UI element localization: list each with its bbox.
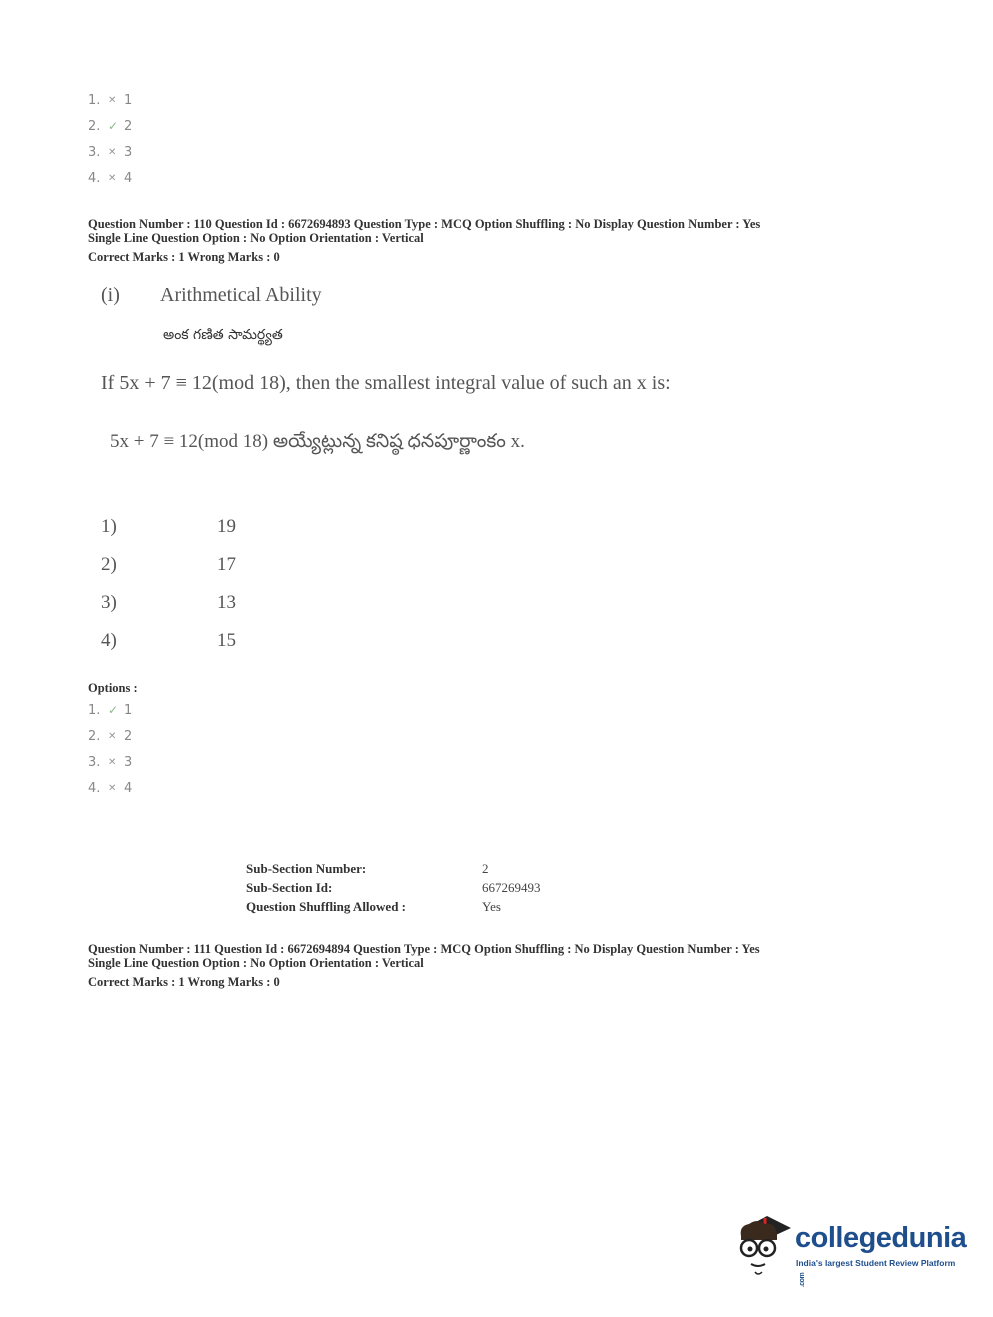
option-item [88, 117, 132, 135]
option-number: 1. [88, 92, 101, 108]
logo-name: collegedunia [795, 1222, 967, 1254]
answer-value: 17 [217, 554, 236, 575]
option-item [88, 753, 132, 771]
options-list [88, 701, 132, 797]
option-label: 2 [124, 118, 133, 134]
answer-value: 19 [217, 516, 236, 537]
option-label: 1 [124, 702, 133, 718]
cross-icon: ✕ [108, 146, 117, 158]
option-number: 4. [88, 170, 101, 186]
answer-value: 15 [217, 630, 236, 651]
answer-index: 1) [101, 516, 117, 537]
meta-line: Question Number : 111 Question Id : 6672694894 Question Type : MCQ Option Shuffling : No Display Question Number : Yes [88, 942, 760, 956]
marks-line: Correct Marks : 1 Wrong Marks : 0 [88, 250, 280, 264]
answer-value: 13 [217, 592, 236, 613]
question-meta [88, 217, 760, 264]
answer-item [101, 584, 236, 622]
logo-suffix: .com [799, 1272, 807, 1288]
topic-title: Arithmetical Ability [160, 284, 322, 306]
question-meta [88, 942, 760, 989]
logo-tagline: India's largest Student Review Platform [796, 1258, 956, 1268]
option-number: 2. [88, 118, 101, 134]
question-text: If 5x + 7 ≡ 12(mod 18), then the smallest integral value of such an x is: [101, 372, 671, 394]
option-number: 3. [88, 144, 101, 160]
marks-line: Correct Marks : 1 Wrong Marks : 0 [88, 975, 280, 989]
option-item [88, 727, 132, 745]
option-label: 1 [124, 92, 133, 108]
topic-index: (i) [101, 284, 120, 306]
subsection-row [246, 880, 541, 899]
options-heading: Options : [88, 681, 138, 695]
option-item [88, 169, 132, 187]
option-label: 3 [124, 754, 133, 770]
meta-line: Question Number : 110 Question Id : 6672694893 Question Type : MCQ Option Shuffling : No Display Question Number : Yes [88, 217, 761, 231]
option-item [88, 701, 132, 719]
cross-icon: ✕ [108, 172, 117, 184]
option-label: 3 [124, 144, 133, 160]
answer-index: 2) [101, 554, 117, 575]
option-number: 2. [88, 728, 101, 744]
option-number: 3. [88, 754, 101, 770]
collegedunia-logo[interactable] [735, 1210, 967, 1288]
topic-title-telugu: అంక గణిత సామర్థ్యత [163, 327, 283, 343]
cross-icon: ✕ [108, 730, 117, 742]
subsection-label: Sub-Section Id: [246, 880, 333, 895]
mascot-icon [735, 1210, 793, 1278]
cross-icon: ✕ [108, 756, 117, 768]
option-item [88, 91, 132, 109]
meta-line: Single Line Question Option : No Option Orientation : Vertical [88, 956, 424, 970]
option-label: 2 [124, 728, 133, 744]
answer-item [101, 546, 236, 584]
answer-index: 3) [101, 592, 117, 613]
prev-options-list [88, 91, 132, 187]
option-label: 4 [124, 780, 133, 796]
option-number: 4. [88, 780, 101, 796]
answer-index: 4) [101, 630, 117, 651]
subsection-value: 667269493 [482, 880, 541, 895]
option-item [88, 779, 132, 797]
meta-line: Single Line Question Option : No Option Orientation : Vertical [88, 231, 424, 245]
subsection-row [246, 899, 541, 918]
subsection-label: Sub-Section Number: [246, 861, 367, 876]
answer-list [101, 508, 236, 660]
cross-icon: ✕ [108, 94, 117, 106]
subsection-value: 2 [482, 861, 489, 876]
option-number: 1. [88, 702, 101, 718]
cross-icon: ✕ [108, 782, 117, 794]
answer-item [101, 508, 236, 546]
question-text-telugu: 5x + 7 ≡ 12(mod 18) అయ్యేట్లున్న కనిష్ఠ ధనపూర్ణాంకం x. [110, 431, 525, 452]
subsection-value: Yes [482, 899, 501, 914]
answer-item [101, 622, 236, 660]
checkmark-icon: ✓ [108, 703, 119, 717]
subsection-info [246, 861, 541, 918]
option-item [88, 143, 132, 161]
option-label: 4 [124, 170, 133, 186]
subsection-row [246, 861, 541, 880]
checkmark-icon: ✓ [108, 119, 119, 133]
subsection-label: Question Shuffling Allowed : [246, 899, 407, 914]
